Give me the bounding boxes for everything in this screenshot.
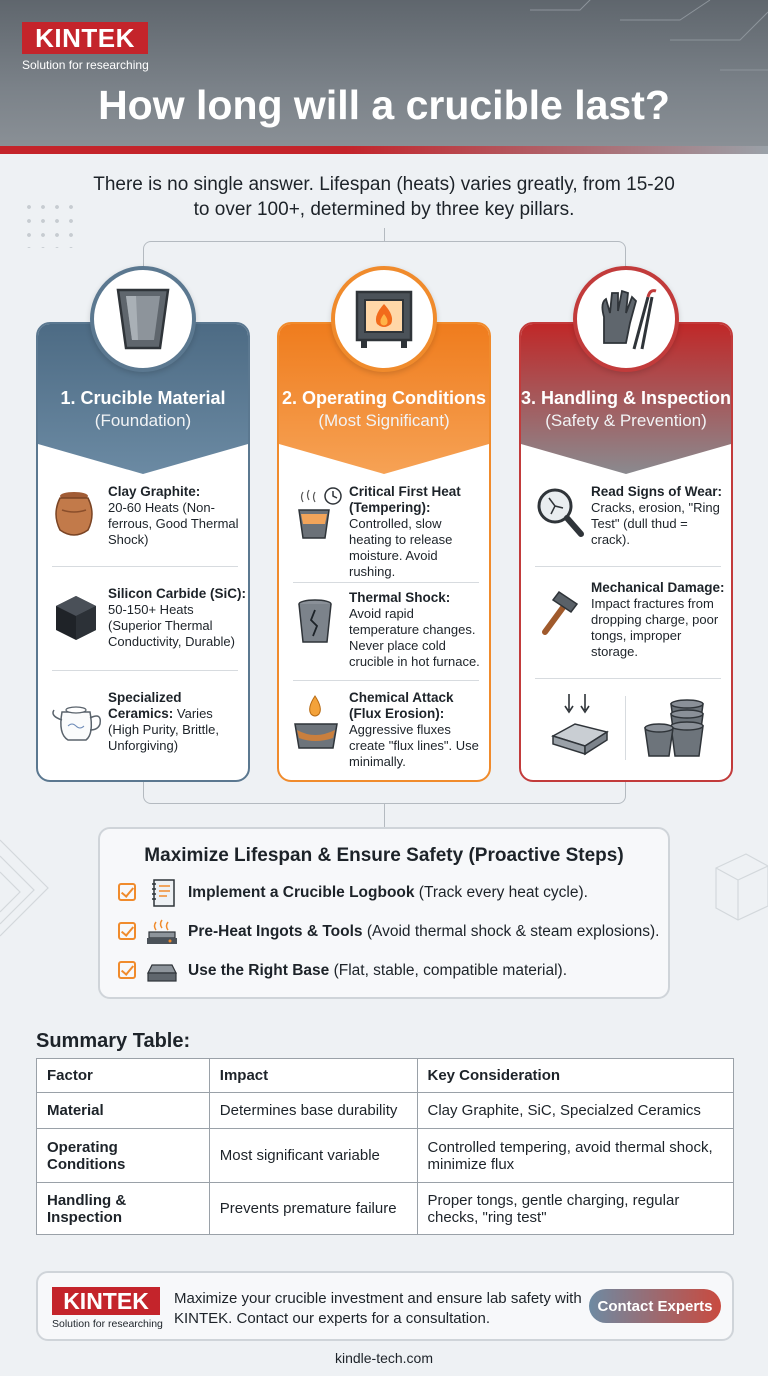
item-heading: Silicon Carbide (SiC): xyxy=(108,586,247,601)
item-heading: Chemical Attack (Flux Erosion): xyxy=(349,690,454,721)
pillar-title: 3. Handling & Inspection xyxy=(521,388,732,408)
kintek-logo[interactable]: KINTEK xyxy=(22,22,148,54)
steps-title: Maximize Lifespan & Ensure Safety (Proactive Steps) xyxy=(144,845,624,866)
ceramic-teapot-icon xyxy=(48,690,106,750)
step-bold: Pre-Heat Ingots & Tools xyxy=(188,923,363,940)
pillar-subtitle: (Safety & Prevention) xyxy=(545,411,707,430)
cell-factor: Operating Conditions xyxy=(37,1129,210,1183)
item-body: 20-60 Heats (Non-ferrous, Good Thermal Shock) xyxy=(108,500,239,547)
item-body: Impact fractures from dropping charge, poor tongs, improper storage. xyxy=(591,596,719,659)
summary-title: Summary Table: xyxy=(36,1030,191,1052)
page-title: How long will a crucible last? xyxy=(98,82,670,128)
cell-consideration: Clay Graphite, SiC, Specialzed Ceramics xyxy=(417,1093,734,1129)
step-bold: Use the Right Base xyxy=(188,962,330,979)
cell-impact: Determines base durability xyxy=(209,1093,417,1129)
pillar-operating-conditions xyxy=(277,322,491,782)
step-preheat xyxy=(118,918,658,946)
cracked-crucible-icon xyxy=(289,590,347,650)
divider xyxy=(535,678,721,679)
step-rest: (Track every heat cycle). xyxy=(414,884,588,901)
heating-cup-icon xyxy=(289,484,347,544)
check-icon xyxy=(118,922,136,940)
intro-text: There is no single answer. Lifespan (heats) varies greatly, from 15-20 to over 100+, determined by three key pillars. xyxy=(93,174,675,220)
item-heading: Clay Graphite: xyxy=(108,484,201,499)
contact-experts-button[interactable]: Contact Experts xyxy=(589,1289,721,1323)
connector-top-stem xyxy=(384,228,385,242)
step-bold: Implement a Crucible Logbook xyxy=(188,884,415,901)
item-body: 50-150+ Heats (Superior Thermal Conductivity, Durable) xyxy=(108,602,235,649)
proactive-steps-panel xyxy=(98,827,670,999)
step-rest: (Flat, stable, compatible material). xyxy=(329,962,568,979)
table-row xyxy=(37,1183,734,1235)
header-factor: Factor xyxy=(37,1059,210,1093)
pillar-crucible-material xyxy=(36,322,250,782)
lines-decoration-left xyxy=(0,820,50,970)
furnace-icon xyxy=(331,266,437,372)
divider xyxy=(293,582,479,583)
pillar-title: 2. Operating Conditions xyxy=(281,388,486,408)
flux-drop-icon xyxy=(289,690,347,750)
pillar-subtitle: (Foundation) xyxy=(94,411,192,430)
item-body: Varies (High Purity, Brittle, Unforgiving) xyxy=(108,706,220,753)
check-icon xyxy=(118,883,136,901)
cube-decoration-right xyxy=(706,846,768,938)
logo-tagline: Solution for researching xyxy=(22,58,149,72)
website-link[interactable]: kindle-tech.com xyxy=(334,1350,434,1366)
cell-impact: Prevents premature failure xyxy=(209,1183,417,1235)
item-body: Aggressive fluxes create "flux lines". Use minimally. xyxy=(349,722,479,769)
cell-impact: Most significant variable xyxy=(209,1129,417,1183)
divider xyxy=(52,566,238,567)
item-heading: Specialized Ceramics: xyxy=(108,690,182,721)
pillar-subtitle: (Most Significant) xyxy=(318,411,450,430)
header-impact: Impact xyxy=(209,1059,417,1093)
item-heading: Read Signs of Wear: xyxy=(591,484,723,499)
table-row xyxy=(37,1129,734,1183)
sic-block-icon xyxy=(48,586,106,646)
footer-kintek-logo[interactable]: KINTEK xyxy=(52,1287,160,1315)
item-body: Cracks, erosion, "Ring Test" (dull thud = crack). xyxy=(591,500,720,547)
step-rest: (Avoid thermal shock & steam explosions). xyxy=(362,923,660,940)
cell-factor: Material xyxy=(37,1093,210,1129)
ingot-charging-icon xyxy=(547,688,613,762)
hammer-icon xyxy=(531,580,589,640)
divider xyxy=(52,670,238,671)
cell-consideration: Controlled tempering, avoid thermal shock, minimize flux xyxy=(417,1129,734,1183)
pillar-handling-inspection xyxy=(519,322,733,782)
circuit-lines-decoration xyxy=(520,0,768,90)
header-accent-line xyxy=(0,146,768,154)
cell-consideration: Proper tongs, gentle charging, regular checks, "ring test" xyxy=(417,1183,734,1235)
pillar-title: 1. Crucible Material xyxy=(60,388,226,408)
item-body: Controlled, slow heating to release moisture. Avoid rushing. xyxy=(349,516,453,579)
divider xyxy=(293,680,479,681)
stacked-crucibles-icon xyxy=(641,694,713,764)
header-key-consideration: Key Consideration xyxy=(417,1059,734,1093)
item-heading: Critical First Heat (Tempering): xyxy=(349,484,461,515)
cell-factor: Handling & Inspection xyxy=(37,1183,210,1235)
preheat-icon xyxy=(146,918,178,946)
connector-bottom xyxy=(143,780,626,804)
crucible-icon xyxy=(90,266,196,372)
image-divider xyxy=(625,696,626,760)
summary-table xyxy=(36,1058,734,1235)
footer-panel xyxy=(36,1271,734,1341)
connector-bottom-stem xyxy=(384,804,385,828)
step-right-base xyxy=(118,957,658,985)
gloves-tongs-icon xyxy=(573,266,679,372)
dot-grid-decoration xyxy=(22,200,78,248)
magnifier-icon xyxy=(531,484,589,544)
check-icon xyxy=(118,961,136,979)
logbook-icon xyxy=(146,879,178,907)
footer-text: Maximize your crucible investment and ensure lab safety with KINTEK. Contact our experts for a consultation. xyxy=(174,1290,582,1327)
item-body: Avoid rapid temperature changes. Never place cold crucible in hot furnace. xyxy=(349,606,480,669)
footer-logo-tagline: Solution for researching xyxy=(52,1318,163,1330)
divider xyxy=(535,566,721,567)
table-row xyxy=(37,1093,734,1129)
base-plate-icon xyxy=(146,957,178,985)
item-heading: Thermal Shock: xyxy=(349,590,451,605)
table-header-row xyxy=(37,1059,734,1093)
step-logbook xyxy=(118,879,658,907)
clay-pot-icon xyxy=(48,484,106,544)
item-heading: Mechanical Damage: xyxy=(591,580,725,595)
